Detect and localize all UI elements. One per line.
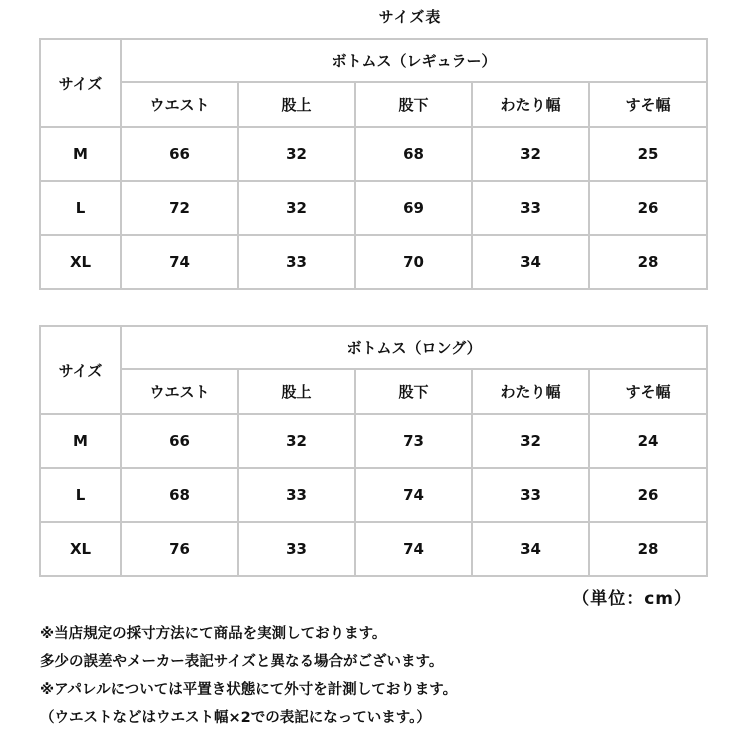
column-header: ウエスト	[121, 369, 238, 414]
table-row	[40, 235, 707, 289]
value-cell: 34	[472, 235, 589, 289]
column-header: すそ幅	[589, 82, 707, 127]
table-row	[40, 181, 707, 235]
column-header: わたり幅	[472, 369, 589, 414]
note-line: ※当店規定の採寸方法にて商品を実測しております。	[40, 626, 387, 642]
value-cell: 74	[121, 235, 238, 289]
column-header: 股上	[238, 369, 355, 414]
size-cell: XL	[40, 235, 121, 289]
size-cell: L	[40, 181, 121, 235]
value-cell: 76	[121, 522, 238, 576]
size-cell: M	[40, 414, 121, 468]
value-cell: 66	[121, 127, 238, 181]
size-cell: L	[40, 468, 121, 522]
value-cell: 74	[355, 522, 472, 576]
size-header: サイズ	[40, 39, 121, 127]
table-row	[40, 127, 707, 181]
value-cell: 66	[121, 414, 238, 468]
value-cell: 34	[472, 522, 589, 576]
column-header: すそ幅	[589, 369, 707, 414]
table-heading: ボトムス（ロング）	[121, 326, 707, 369]
column-header: 股下	[355, 82, 472, 127]
size-cell: M	[40, 127, 121, 181]
size-cell: XL	[40, 522, 121, 576]
value-cell: 68	[355, 127, 472, 181]
value-cell: 70	[355, 235, 472, 289]
value-cell: 33	[238, 522, 355, 576]
note-line: 多少の誤差やメーカー表記サイズと異なる場合がございます。	[40, 654, 444, 670]
value-cell: 26	[589, 181, 707, 235]
value-cell: 26	[589, 468, 707, 522]
table-row	[40, 414, 707, 468]
value-cell: 33	[472, 181, 589, 235]
value-cell: 24	[589, 414, 707, 468]
value-cell: 25	[589, 127, 707, 181]
value-cell: 69	[355, 181, 472, 235]
value-cell: 32	[472, 414, 589, 468]
value-cell: 32	[472, 127, 589, 181]
column-header: 股下	[355, 369, 472, 414]
column-header: 股上	[238, 82, 355, 127]
value-cell: 32	[238, 414, 355, 468]
size-header: サイズ	[40, 326, 121, 414]
notes	[40, 620, 720, 732]
value-cell: 32	[238, 127, 355, 181]
value-cell: 68	[121, 468, 238, 522]
value-cell: 72	[121, 181, 238, 235]
value-cell: 33	[472, 468, 589, 522]
value-cell: 33	[238, 468, 355, 522]
size-table-long	[39, 325, 708, 577]
value-cell: 28	[589, 235, 707, 289]
size-table-regular	[39, 38, 708, 290]
table-heading: ボトムス（レギュラー）	[121, 39, 707, 82]
table-row	[40, 522, 707, 576]
page-title: サイズ表	[378, 8, 442, 26]
value-cell: 73	[355, 414, 472, 468]
note-line: （ウエストなどはウエスト幅×2での表記になっています。）	[40, 710, 431, 726]
value-cell: 33	[238, 235, 355, 289]
value-cell: 28	[589, 522, 707, 576]
table-row	[40, 468, 707, 522]
value-cell: 32	[238, 181, 355, 235]
column-header: わたり幅	[472, 82, 589, 127]
value-cell: 74	[355, 468, 472, 522]
note-line: ※アパレルについては平置き状態にて外寸を計測しております。	[40, 682, 458, 698]
column-header: ウエスト	[121, 82, 238, 127]
unit-label: （単位：cm）	[572, 589, 692, 609]
